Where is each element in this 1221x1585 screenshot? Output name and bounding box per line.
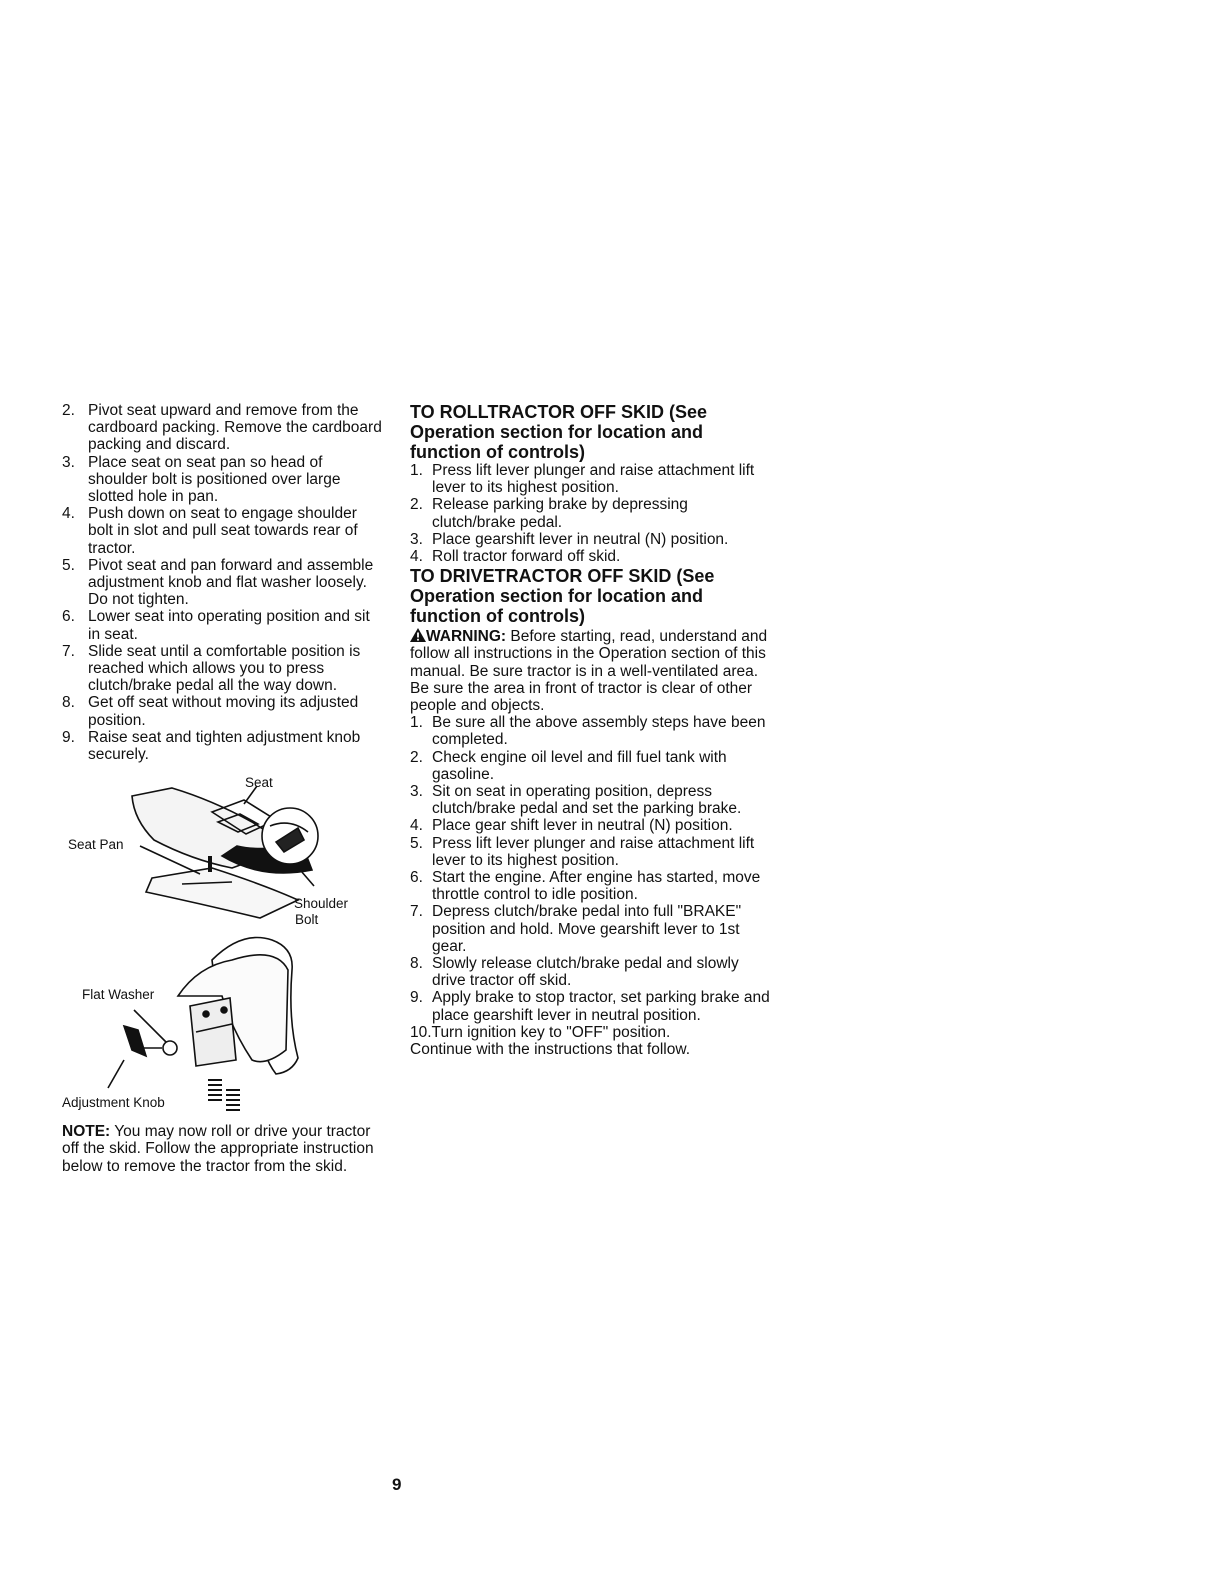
list-item (62, 643, 384, 695)
list-item (62, 454, 384, 506)
step-text: Raise seat and tighten adjustment knob securely. (88, 728, 361, 764)
step-text: Press lift lever plunger and raise attachment lift lever to its highest position. (432, 462, 755, 497)
label-adjustment-knob: Adjustment Knob (62, 1095, 165, 1110)
roll-steps-list (410, 462, 770, 565)
step-number: 8. (410, 955, 423, 973)
drive-step-10: 10.Turn ignition key to "OFF" position. (410, 1023, 671, 1041)
step-text: Place gearshift lever in neutral (N) position. (432, 530, 729, 548)
step-number: 4. (62, 505, 75, 523)
label-seat-pan: Seat Pan (68, 837, 124, 852)
list-item (410, 817, 770, 834)
step-number: 5. (410, 834, 423, 852)
warning-triangle-icon (410, 628, 426, 642)
step-text: Apply brake to stop tractor, set parking brake and place gearshift lever in neutral position. (432, 989, 770, 1024)
step-number: 5. (62, 556, 75, 574)
step-text: Slide seat until a comfortable position is reached which allows you to press clutch/brake pedal all the way down. (88, 642, 361, 695)
step-number: 2. (410, 748, 423, 766)
step-number: 3. (410, 530, 423, 548)
step-number: 3. (410, 783, 423, 801)
step-number: 2. (410, 496, 423, 514)
list-item (410, 835, 770, 869)
list-item (410, 714, 770, 748)
seat-assembly-illustration (62, 760, 382, 1120)
step-text: Pivot seat and pan forward and assemble adjustment knob and flat washer loosely. Do not tighten. (88, 556, 374, 609)
step-text: Sit on seat in operating position, depress clutch/brake pedal and set the parking brake. (432, 783, 742, 818)
warning-label: WARNING: (426, 628, 507, 646)
label-seat: Seat (245, 775, 273, 790)
left-column (62, 402, 384, 763)
step-number: 8. (62, 694, 75, 712)
step-number: 4. (410, 817, 423, 835)
step-number: 6. (62, 608, 75, 626)
step-text: Be sure all the above assembly steps have been completed. (432, 714, 766, 749)
list-item (62, 402, 384, 454)
step-text: Pivot seat upward and remove from the cardboard packing. Remove the cardboard packing and discard. (88, 402, 382, 454)
step-text: Press lift lever plunger and raise attachment lift lever to its highest position. (432, 834, 755, 869)
note-paragraph (62, 1123, 380, 1175)
note-label: NOTE: (62, 1123, 111, 1140)
step-number: 1. (410, 714, 423, 732)
list-item (410, 749, 770, 783)
step-text: Get off seat without moving its adjusted position. (88, 694, 359, 729)
list-item (410, 869, 770, 903)
list-item (62, 694, 384, 728)
warning-paragraph (410, 628, 770, 714)
step-number: 1. (410, 462, 423, 479)
step-text: Place gear shift lever in neutral (N) position. (432, 817, 733, 835)
list-item (62, 557, 384, 609)
step-text: Release parking brake by depressing clutch/brake pedal. (432, 496, 688, 531)
list-item (410, 548, 770, 565)
list-item (410, 496, 770, 530)
step-text: Slowly release clutch/brake pedal and slowly drive tractor off skid. (432, 955, 739, 990)
list-item (62, 729, 384, 763)
label-flat-washer: Flat Washer (82, 987, 155, 1002)
step-text: Depress clutch/brake pedal into full "BRAKE" position and hold. Move gearshift lever to 1st gear. (432, 903, 742, 955)
list-item (410, 462, 770, 496)
step-text: Lower seat into operating position and sit in seat. (88, 608, 370, 643)
list-item (62, 505, 384, 557)
drive-section-heading: TO DRIVETRACTOR OFF SKID (See Operation section for location and function of controls) (410, 566, 715, 627)
step-number: 4. (410, 548, 423, 566)
step-text: Place seat on seat pan so head of shoulder bolt is positioned over large slotted hole in pan. (88, 453, 341, 506)
step-number: 7. (410, 903, 423, 921)
list-item (410, 903, 770, 955)
closing-text: Continue with the instructions that follow. (410, 1041, 691, 1059)
list-item (410, 783, 770, 817)
page-number: 9 (392, 1475, 402, 1494)
list-item (410, 989, 770, 1023)
step-number: 2. (62, 402, 75, 419)
seat-assembly-figure (62, 760, 382, 1120)
label-shoulder-bolt-1: Shoulder (294, 896, 349, 911)
step-number: 9. (410, 989, 423, 1007)
step-text: Push down on seat to engage shoulder bolt in slot and pull seat towards rear of tractor. (88, 505, 358, 557)
drive-steps-list (410, 714, 770, 1024)
step-text: Check engine oil level and fill fuel tank with gasoline. (432, 748, 727, 783)
warning-text: Before starting, read, understand and follow all instructions in the Operation section of this manual. Be sure tractor is in a well-ventilated area. Be sure the area in front of tractor is clear of other people and objects. (410, 628, 768, 715)
seat-assembly-steps (62, 402, 384, 763)
label-shoulder-bolt-2: Bolt (295, 912, 319, 927)
step-number: 6. (410, 869, 423, 887)
list-item (410, 955, 770, 989)
step-number: 7. (62, 642, 75, 660)
note-text: You may now roll or drive your tractor off the skid. Follow the appropriate instruction below to remove the tractor from the skid. (62, 1123, 374, 1175)
step-number: 9. (62, 728, 75, 746)
step-text: Start the engine. After engine has started, move throttle control to idle position. (432, 869, 761, 904)
right-column (410, 402, 770, 1058)
step-number: 3. (62, 453, 75, 471)
roll-section-heading: TO ROLLTRACTOR OFF SKID (See Operation section for location and function of controls) (410, 402, 708, 462)
list-item (410, 531, 770, 548)
list-item (62, 608, 384, 642)
step-text: Roll tractor forward off skid. (432, 548, 621, 566)
